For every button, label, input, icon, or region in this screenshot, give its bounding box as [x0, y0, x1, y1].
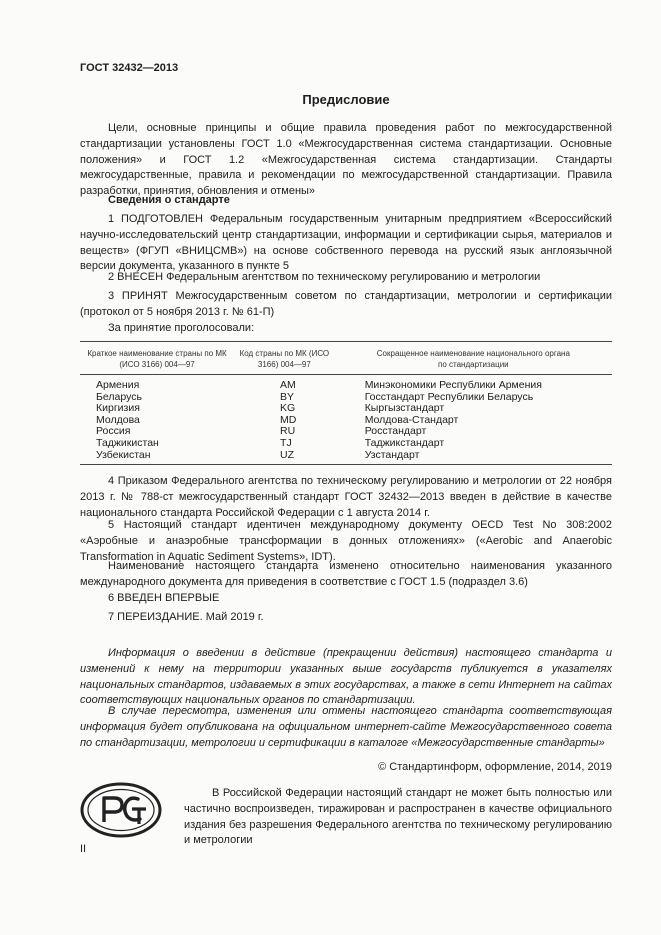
table-row	[80, 438, 612, 450]
item-7: 7 ПЕРЕИЗДАНИЕ. Май 2019 г.	[108, 611, 264, 623]
table-cell-country: Киргизия	[96, 402, 140, 415]
table-cell-code: UZ	[280, 448, 295, 461]
table-cell-code: RU	[280, 425, 296, 438]
table-row	[80, 450, 612, 465]
countries-table-wrap	[80, 341, 612, 465]
table-cell-code: KG	[280, 402, 296, 415]
rights-notice: В Российской Федерации настоящий стандарт не может быть полностью или частично воспроизведен, тиражирован и распространен в качестве официального издания без разрешения Федерального агентства по техническому регулированию и метрологии	[184, 787, 612, 847]
item-6: 6 ВВЕДЕН ВПЕРВЫЕ	[108, 592, 220, 604]
table-cell-country: Армения	[96, 379, 140, 391]
table-row	[80, 415, 612, 427]
table-cell-country: Таджикистан	[96, 436, 159, 449]
table-cell-country: Беларусь	[96, 390, 142, 403]
table-cell-body: Таджикстандарт	[364, 436, 445, 449]
table-cell-code: AM	[280, 379, 296, 391]
page-number: II	[80, 843, 87, 855]
table-cell-country: Узбекистан	[96, 448, 151, 461]
table-header-country: Краткое наименование страны по МК (ИСО 3166) 004—97	[80, 342, 234, 375]
countries-table	[80, 342, 612, 464]
copyright: © Стандартинформ, оформление, 2014, 2019	[378, 761, 612, 773]
table-cell-code: TJ	[280, 436, 292, 449]
table-cell-code: MD	[280, 413, 297, 426]
table-cell-code: BY	[280, 390, 295, 403]
item-5-note: Наименование настоящего стандарта изменено относительно наименования указанного международного документа для приведения в соответствие с ГОСТ 1.5 (подраздел 3.6)	[80, 560, 612, 588]
page-title: Предисловие	[302, 92, 390, 107]
rst-logo-icon	[80, 782, 162, 838]
table-cell-body: Росстандарт	[364, 425, 427, 438]
info-heading: Сведения о стандарте	[108, 194, 230, 206]
table-row	[80, 375, 612, 392]
table-cell-country: Россия	[96, 425, 131, 438]
table-cell-country: Молдова	[96, 413, 140, 426]
item-1: 1 ПОДГОТОВЛЕН Федеральным государственным унитарным предприятием «Всероссийский научно-исследовательский центр стандартизации, информации и сертификации сырья, материалов и веществ» (ФГУП «ВНИЦСМВ») на основе собственного перевода на русский язык англоязычной версии документа, указанного в пункте 5	[80, 213, 612, 273]
table-cell-body: Молдова-Стандарт	[364, 413, 459, 426]
table-row	[80, 426, 612, 438]
table-row	[80, 392, 612, 404]
voted-label: За принятие проголосовали:	[108, 322, 255, 334]
table-cell-body: Госстандарт Республики Беларусь	[364, 390, 534, 403]
item-2: 2 ВНЕСЕН Федеральным агентством по техническому регулированию и метрологии	[108, 271, 541, 283]
item-3: 3 ПРИНЯТ Межгосударственным советом по стандартизации, метрологии и сертификации (протокол от 5 ноября 2013 г. № 61-П)	[80, 290, 612, 318]
table-cell-body: Минэкономики Республики Армения	[364, 379, 542, 391]
table-header-body: Сокращенное наименование национального органа по стандартизации	[335, 342, 612, 375]
table-row	[80, 403, 612, 415]
document-header: ГОСТ 32432—2013	[80, 62, 179, 74]
table-cell-body: Узстандарт	[364, 448, 420, 461]
notice-revision: В случае пересмотра, изменения или отмены настоящего стандарта соответствующая информация будет опубликована на официальном интернет-сайте Межгосударственного совета по стандартизации, метрологии и сертификации в каталоге «Межгосударственные стандарты»	[80, 705, 612, 749]
item-4: 4 Приказом Федерального агентства по техническому регулированию и метрологии от 22 ноября 2013 г. № 788-ст межгосударственный стандарт ГОСТ 32432—2013 введен в действие в качестве национального стандарта Российской Федерации с 1 августа 2014 г.	[80, 475, 612, 519]
table-cell-body: Кыргызстандарт	[364, 402, 445, 415]
intro-paragraph: Цели, основные принципы и общие правила проведения работ по межгосударственной стандартизации установлены ГОСТ 1.0 «Межгосударственная система стандартизации. Основные положения» и ГОСТ 1.2 «Межгосударственная система стандартизации. Стандарты межгосударственные, правила и рекомендации по межгосударственной стандартизации. Правила разработки, принятия, обновления и отмены»	[80, 122, 612, 198]
notice-introduction: Информация о введении в действие (прекращении действия) настоящего стандарта и изменений к нему на территории указанных выше государств публикуется в указателях национальных стандартов, издаваемых в этих государствах, а также в сети Интернет на сайтах соответствующих национальных органов по стандартизации.	[80, 647, 612, 707]
item-5: 5 Настоящий стандарт идентичен международному документу OECD Test No 308:2002 «Аэробные и анаэробные трансформации в донных отложениях» («Aerobic and Anaerobic Transformation in Aquatic Sediment Systems», IDT).	[80, 519, 612, 563]
table-header-code: Код страны по МК (ИСО 3166) 004—97	[234, 342, 335, 375]
